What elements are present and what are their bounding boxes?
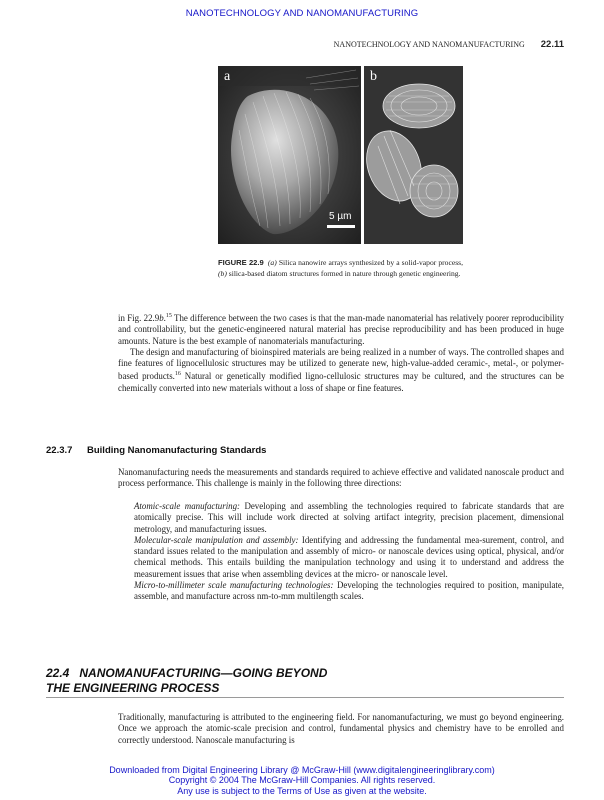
panel-b-label: b — [370, 69, 377, 84]
caption-a: (a) — [267, 258, 277, 267]
direction-title: Micro-to-millimeter scale manufacturing technologies: — [134, 580, 334, 591]
scale-bar-label: 5 µm — [329, 211, 352, 222]
caption-text-2: silica-based diatom structures formed in nature through genetic engineering. — [226, 268, 461, 278]
panel-a-label: a — [224, 69, 231, 84]
footer-download-link[interactable]: Downloaded from Digital Engineering Library @ McGraw-Hill (www.digitalengineeringlibrary.com) — [109, 765, 495, 775]
direction-title: Molecular-scale manipulation and assembly: — [134, 534, 299, 545]
body-paragraphs — [118, 311, 564, 394]
reference-16: 16 — [174, 371, 181, 378]
heading-rule — [46, 697, 564, 698]
chapter-heading — [46, 666, 564, 696]
paragraph-2-text-2: Natural or genetically modified ligno-cellulosic structures may be cultured, and the structures can be chemically converted into new materials without a loss of shape or fine features. — [118, 371, 564, 393]
caption-text-1: Silica nanowire arrays synthesized by a solid-vapor process, — [276, 258, 464, 267]
running-head — [334, 39, 564, 50]
footer-copyright: Copyright © 2004 The McGraw-Hill Companies. All rights reserved. — [168, 775, 436, 786]
figure-panel-b-image — [364, 66, 463, 244]
scale-bar — [327, 225, 355, 228]
direction-title: Atomic-scale manufacturing: — [134, 501, 240, 511]
directions-list — [134, 501, 564, 603]
section-number: 22.3.7 — [46, 445, 73, 456]
footer-terms: Any use is subject to the Terms of Use as given at the website. — [177, 785, 427, 796]
direction-text: Identifying and addressing the fundamental mea-surement, control, and standard issues related to the manipulation and assembly of micro- or nanoscale devices using optical, physical, and/or chemical methods. This entails building the manipulation technology and using it to understand and address the measurement issues that arise when assembling devices at the micro- or nanoscale level. — [134, 534, 564, 579]
section-heading — [46, 445, 266, 456]
running-head-title: NANOTECHNOLOGY AND NANOMANUFACTURING — [333, 40, 525, 49]
page-number: 22.11 — [540, 39, 564, 50]
footer — [0, 765, 604, 796]
final-paragraph: Traditionally, manufacturing is attributed to the engineering field. For nanomanufacturing, we must go beyond engineering. Once we approach the atomic-scale precision and control, fundamental physics and chemistry have to be enrolled and correctly understood. Nanoscale manufacturing is — [118, 712, 564, 745]
caption-b: (b) — [218, 268, 227, 278]
top-banner: NANOTECHNOLOGY AND NANOMANUFACTURING — [185, 8, 419, 19]
paragraph-2-text-1: The design and manufacturing of bioinspired materials are being realized in a number of ways. The controlled shapes and fine features of lignocellulosic structures may be utilized to generate new, high-value-added ceramic-, metal-, or polymer-based products. — [118, 346, 564, 382]
direction-text: Developing and assembling the technologies required to fabricate standards that are atomically precise. This will include work directed at solving artifact integrity, precision placement, dimensional metrology, and manufacturing issues. — [134, 501, 564, 534]
section-intro: Nanomanufacturing needs the measurements and standards required to achieve effective and validated nanoscale product and process performance. This challenge is mainly in the following three directions: — [118, 467, 564, 489]
figure-caption — [218, 258, 463, 279]
section-title: Building Nanomanufacturing Standards — [87, 445, 267, 456]
paragraph-1-text: The difference between the two cases is that the man-made nanomaterial has relatively poorer reproducibility and controllability, but the genetic-engineered natural material has precise reproducibility and has been produced in huge amounts. Nature is the best example of nanomaterials manufacturing. — [118, 312, 564, 346]
chapter-heading-line-2: THE ENGINEERING PROCESS — [46, 681, 220, 695]
figure-panel-a-image — [218, 66, 361, 244]
chapter-heading-line-1: 22.4 NANOMANUFACTURING—GOING BEYOND — [46, 666, 328, 680]
direction-item — [134, 580, 564, 603]
reference-15: 15 — [165, 313, 172, 319]
paragraph-1: in Fig. 22.9b.$^{15}$ The difference between the two cases is that the man-made nanomaterial has relatively poorer reproducibility and controllability, but the genetic-engineered natural material has precise reproducibility and has been produced in huge amounts. Nature is the best example of nanomaterials manufacturing. — [118, 312, 564, 346]
diatom-structures-image — [364, 66, 463, 244]
paragraph-1-lead-italic: b — [159, 312, 164, 323]
paragraph-2 — [118, 347, 564, 394]
figure-caption-label: FIGURE 22.9 — [218, 258, 264, 267]
figure-22-9 — [218, 66, 463, 244]
direction-item — [134, 535, 564, 580]
direction-item — [134, 501, 564, 535]
direction-text: Developing the technologies required to position, manipulate, assemble, and manufacture across nm-to-mm multilength scales. — [134, 580, 565, 602]
paragraph-1-lead: in Fig. 22.9 — [118, 312, 160, 323]
